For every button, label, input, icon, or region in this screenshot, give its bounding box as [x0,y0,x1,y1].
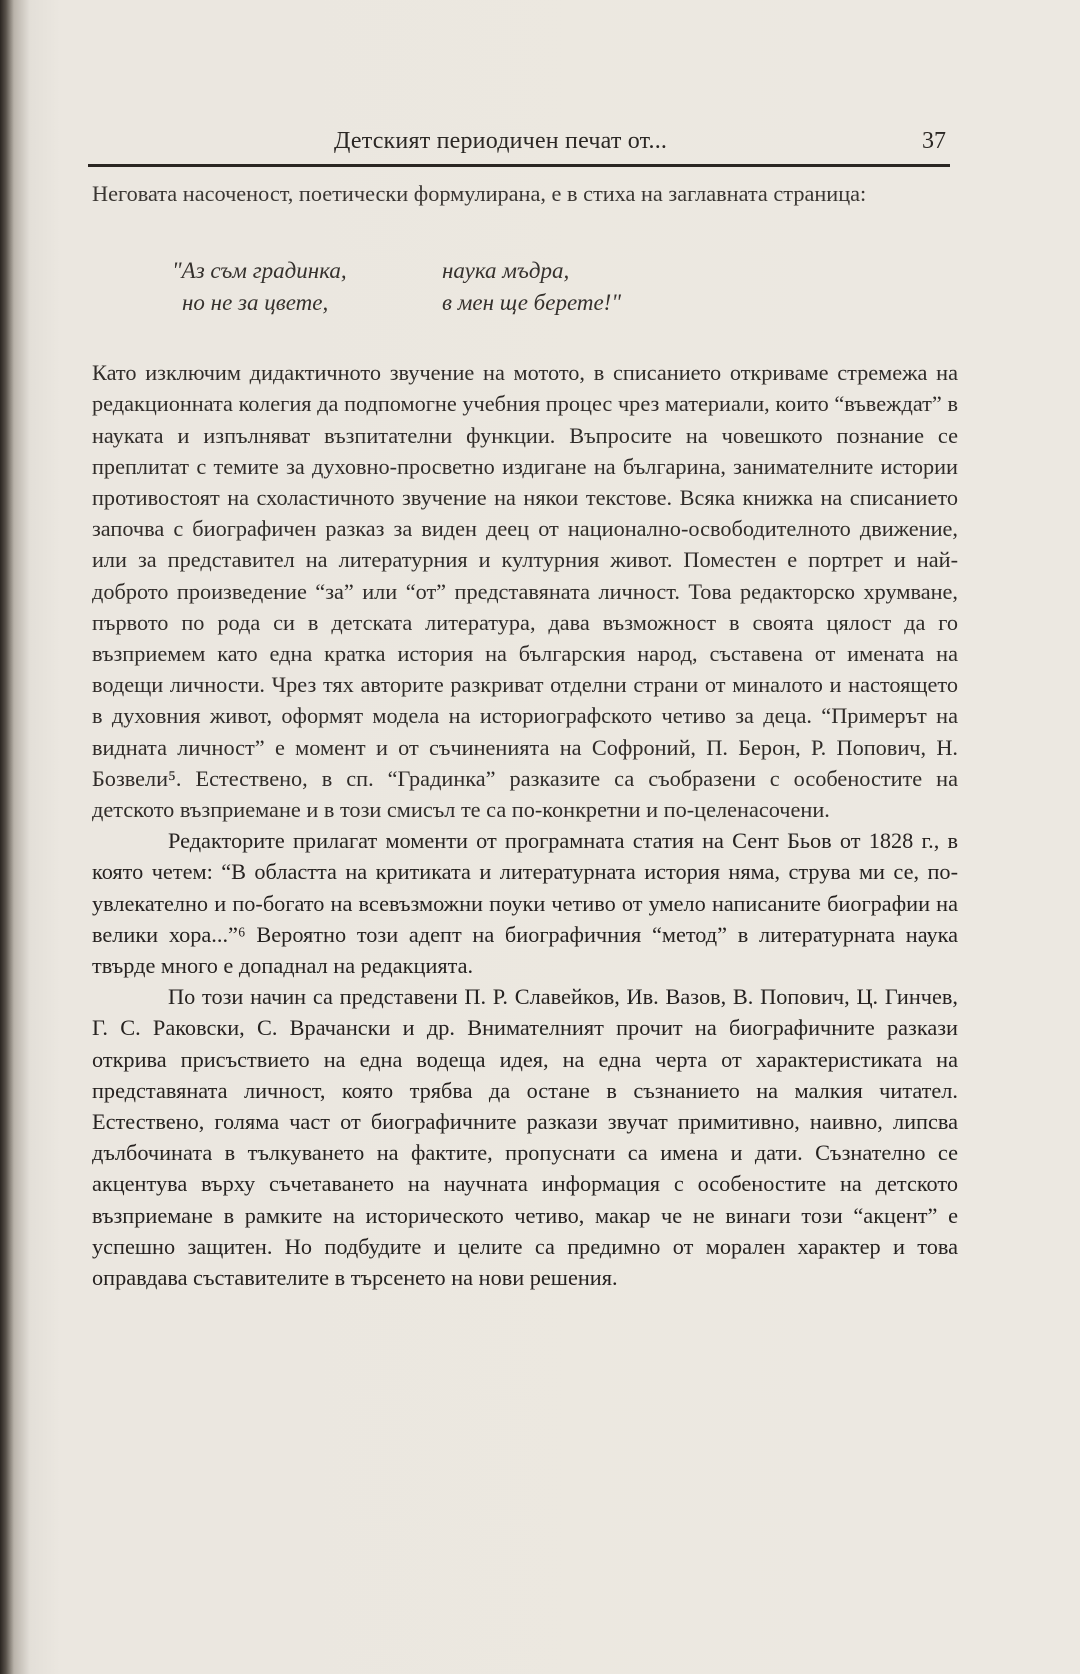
body-text [92,178,958,1293]
verse-line-1-right: наука мъдра, [442,258,570,284]
motto-verse [92,255,958,317]
paragraph-3: По този начин са представени П. Р. Славейков, Ив. Вазов, В. Попович, Ц. Гинчев, Г. С. Раковски, С. Врачански и др. Внимателният прочит на биографичните разкази открива присъствието на една водеща идея, на една черта от характеристиката на представяната личност, която трябва да остане в съзнанието на малкия читател. Естествено, голяма част от биографичните разкази звучат примитивно, наивно, липсва дълбочината в тълкуването на фактите, пропуснати са имена и дати. Съзнателно се акцентува върху съчетаването на научната информация с особеностите на детското възприемане в рамките на историческото четиво, макар че не винаги този “акцент” е успешно защитен. Но подбудите и целите са предимно от морален характер и това оправдава съставителите в търсенето на нови решения. [92,984,958,1291]
verse-line-1-left: "Аз съм градинка, [172,258,347,284]
verse-line-2-left: но не за цвете, [182,290,329,316]
page-header [88,128,950,167]
paragraph-1: Като изключим дидактичното звучение на мотото, в списанието откриваме стремежа на редакционната колегия да подпомогне учебния процес чрез материали, които “въвеждат” в науката и изпълняват възпитателни функции. Въпросите на човешкото познание се преплитат с темите за духовно-просветно издигане на българина, занимателните истории противостоят на схоластичното звучение на някои текстове. Всяка книжка на списанието започва с биографичен разказ за виден деец от национално-освободителното движение, или за представител на литературния и културния живот. Поместен е портрет и най-доброто произведение “за” или “от” представяната личност. Това редакторско хрумване, първото по рода си в детската литература, дава възможност в своята цялост да го възприемем като една кратка история на българския народ, съставена от имената на водещи личности. Чрез тях авторите разкриват отделни страни от миналото и настоящето в духовния живот, оформят модела на историографското четиво за деца. “Примерът на видната личност” е момент и от съчиненията на Софроний, П. Берон, Р. Попович, Н. Бозвели⁵. Естествено, в сп. “Градинка” разказите са съобразени с особеностите на детското възприемане и в този смисъл те са по-конкретни и по-целенасочени. [92,360,958,823]
verse-line-2-right: в мен ще берете!" [442,290,621,316]
paragraph-2: Редакторите прилагат моменти от програмната статия на Сент Бьов от 1828 г., в която четем: “В областта на критиката и литературната история няма, струва ми се, по-увлекателно и по-богато на всевъзможни поуки четиво от умело написаните биографии на велики хора...”⁶ Вероятно този адепт на биографичния “метод” в литературната наука твърде много е допаднал на редакцията. [92,828,958,979]
intro-paragraph: Неговата насоченост, поетически формулирана, е в стиха на заглавната страница: [92,181,867,206]
page-number: 37 [922,128,946,154]
running-title: Детският периодичен печат от... [334,128,668,154]
